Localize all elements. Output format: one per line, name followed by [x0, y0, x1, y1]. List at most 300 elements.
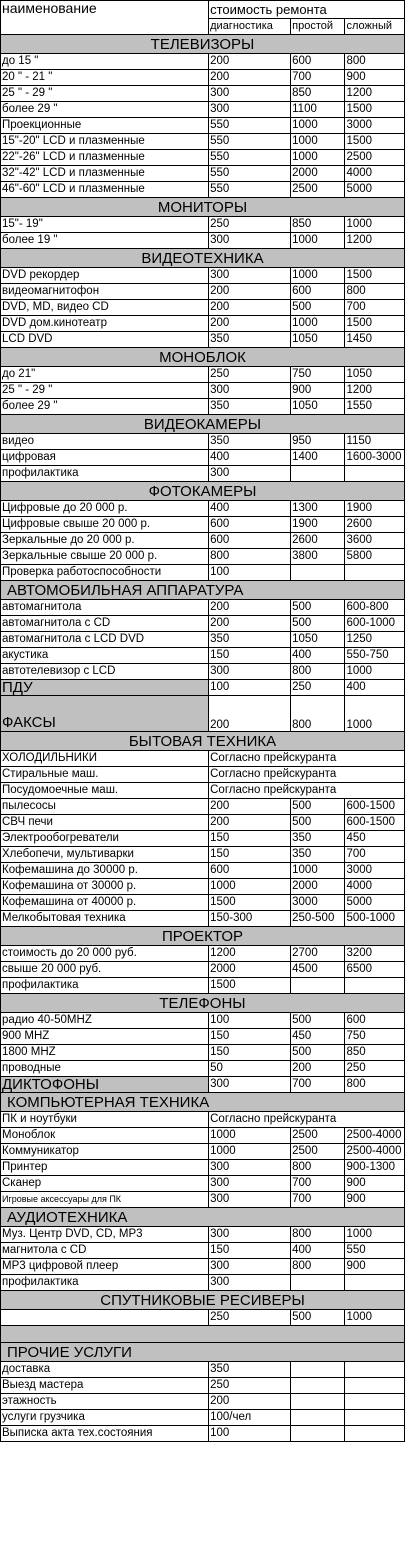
complex-price: 600-1500: [345, 815, 405, 831]
complex-price: 400: [345, 680, 405, 696]
item-name: [1, 1310, 209, 1326]
complex-price: 850: [345, 1045, 405, 1061]
diag-price: 1000: [209, 1128, 291, 1144]
service-price: 100/чел: [209, 1410, 291, 1426]
item-name: 20 " - 21 ": [1, 70, 209, 86]
simple-price: 1050: [291, 332, 345, 348]
item-name: 32"-42" LCD и плазменные: [1, 166, 209, 182]
item-name: Выезд мастера: [1, 1378, 209, 1394]
section-title: КОМПЬЮТЕРНАЯ ТЕХНИКА: [1, 1093, 405, 1112]
complex-price: 1000: [345, 664, 405, 680]
empty-cell: [345, 1426, 405, 1442]
empty-cell: [345, 1362, 405, 1378]
item-name: 46"-60" LCD и плазменные: [1, 182, 209, 198]
simple-price: 350: [291, 847, 345, 863]
empty-cell: [345, 1378, 405, 1394]
item-name: профилактика: [1, 978, 209, 994]
table-row: [1, 466, 405, 482]
simple-price: 200: [291, 1061, 345, 1077]
diag-price: 300: [209, 1192, 291, 1208]
item-name: до 15 ": [1, 54, 209, 70]
table-row: [1, 1378, 405, 1394]
table-row: [1, 102, 405, 118]
table-row: [1, 911, 405, 927]
complex-price: [345, 565, 405, 581]
simple-price: 850: [291, 86, 345, 102]
complex-price: 1250: [345, 632, 405, 648]
item-name: ПДУ: [1, 680, 209, 696]
item-name: Коммуникатор: [1, 1144, 209, 1160]
item-name: Цифровые до 20 000 р.: [1, 501, 209, 517]
table-row: [1, 1426, 405, 1442]
simple-price: 450: [291, 1029, 345, 1045]
simple-price: 1050: [291, 632, 345, 648]
pdu-row: [1, 680, 405, 696]
simple-price: 250: [291, 680, 345, 696]
diag-price: 300: [209, 1259, 291, 1275]
complex-price: 6500: [345, 962, 405, 978]
empty-cell: [291, 1394, 345, 1410]
diag-price: 1200: [209, 946, 291, 962]
complex-price: 1600-3000: [345, 450, 405, 466]
diag-price: 600: [209, 533, 291, 549]
simple-column-header: простой: [291, 19, 345, 35]
simple-price: 900: [291, 383, 345, 399]
complex-price: 900: [345, 1259, 405, 1275]
complex-price: 550-750: [345, 648, 405, 664]
diag-price: 200: [209, 696, 291, 732]
item-name: доставка: [1, 1362, 209, 1378]
table-row: [1, 549, 405, 565]
simple-price: 1100: [291, 102, 345, 118]
complex-price: [345, 466, 405, 482]
diag-price: 300: [209, 1227, 291, 1243]
simple-price: 1400: [291, 450, 345, 466]
table-row: [1, 1275, 405, 1291]
complex-price: 600-1000: [345, 616, 405, 632]
complex-price: 3600: [345, 533, 405, 549]
simple-price: 500: [291, 815, 345, 831]
table-row: [1, 517, 405, 533]
section-title: ФОТОКАМЕРЫ: [1, 482, 405, 501]
diag-price: 800: [209, 549, 291, 565]
item-name: 15"- 19": [1, 217, 209, 233]
table-row: [1, 383, 405, 399]
item-name: профилактика: [1, 466, 209, 482]
fax-row: [1, 696, 405, 732]
table-row: [1, 946, 405, 962]
empty-cell: [345, 1410, 405, 1426]
table-row: [1, 166, 405, 182]
table-row: [1, 616, 405, 632]
diag-price: 150-300: [209, 911, 291, 927]
section-header-row: [1, 249, 405, 268]
diag-price: 250: [209, 1310, 291, 1326]
section-header-row: [1, 1291, 405, 1310]
simple-price: 500: [291, 1045, 345, 1061]
simple-price: 1050: [291, 399, 345, 415]
table-row: [1, 332, 405, 348]
item-name: Кофемашина от 40000 р.: [1, 895, 209, 911]
diag-price: 300: [209, 233, 291, 249]
complex-price: 1000: [345, 1310, 405, 1326]
complex-price: 900-1300: [345, 1160, 405, 1176]
diag-price: 50: [209, 1061, 291, 1077]
table-row: [1, 767, 405, 783]
complex-price: 750: [345, 1029, 405, 1045]
price-note: Согласно прейскуранта: [209, 751, 405, 767]
diag-price: 100: [209, 565, 291, 581]
simple-price: [291, 565, 345, 581]
table-row: [1, 1045, 405, 1061]
table-row: [1, 565, 405, 581]
table-row: [1, 1259, 405, 1275]
simple-price: 2700: [291, 946, 345, 962]
simple-price: 350: [291, 831, 345, 847]
item-name: DVD рекордер: [1, 268, 209, 284]
simple-price: 800: [291, 664, 345, 680]
empty-cell: [345, 1394, 405, 1410]
simple-price: 800: [291, 1160, 345, 1176]
diag-price: 1500: [209, 978, 291, 994]
item-name: ХОЛОДИЛЬНИКИ: [1, 751, 209, 767]
diag-price: 350: [209, 399, 291, 415]
diag-price: 300: [209, 102, 291, 118]
table-row: [1, 879, 405, 895]
service-price: 200: [209, 1394, 291, 1410]
section-title: ВИДЕОКАМЕРЫ: [1, 415, 405, 434]
complex-price: 1500: [345, 316, 405, 332]
table-row: [1, 1144, 405, 1160]
item-name: СВЧ печи: [1, 815, 209, 831]
diag-price: 1000: [209, 1144, 291, 1160]
item-name: 22"-26" LCD и плазменные: [1, 150, 209, 166]
section-title: БЫТОВАЯ ТЕХНИКА: [1, 732, 405, 751]
simple-price: 1000: [291, 134, 345, 150]
complex-price: 4000: [345, 879, 405, 895]
diag-price: 300: [209, 1176, 291, 1192]
simple-price: 600: [291, 54, 345, 70]
complex-price: 1150: [345, 434, 405, 450]
item-name: автомагнитола с LCD DVD: [1, 632, 209, 648]
header-row: [1, 1, 405, 19]
section-title: ПРОЧИЕ УСЛУГИ: [1, 1343, 405, 1362]
simple-price: 1000: [291, 316, 345, 332]
item-name: ФАКСЫ: [1, 696, 209, 732]
table-row: [1, 150, 405, 166]
item-name: 15"-20" LCD и плазменные: [1, 134, 209, 150]
item-name: 25 " - 29 ": [1, 383, 209, 399]
table-row: [1, 1112, 405, 1128]
complex-price: 2500-4000: [345, 1144, 405, 1160]
diag-price: 150: [209, 1045, 291, 1061]
table-row: [1, 70, 405, 86]
item-name: автомагнитола: [1, 600, 209, 616]
diag-price: 200: [209, 284, 291, 300]
simple-price: 4500: [291, 962, 345, 978]
complex-price: 1500: [345, 268, 405, 284]
empty-cell: [291, 1378, 345, 1394]
simple-price: 1000: [291, 233, 345, 249]
spacer: [1, 1326, 405, 1343]
item-name: Хлебопечи, мультиварки: [1, 847, 209, 863]
diag-price: 200: [209, 600, 291, 616]
simple-price: [291, 978, 345, 994]
table-row: [1, 600, 405, 616]
complex-price: 600-1500: [345, 799, 405, 815]
table-row: [1, 118, 405, 134]
item-name: Проверка работоспособности: [1, 565, 209, 581]
diag-price: 150: [209, 847, 291, 863]
section-header-row: [1, 927, 405, 946]
diag-price: 300: [209, 1077, 291, 1093]
diag-price: 550: [209, 118, 291, 134]
complex-price: 1000: [345, 217, 405, 233]
complex-price: 800: [345, 284, 405, 300]
complex-price: 1200: [345, 233, 405, 249]
diag-price: 350: [209, 332, 291, 348]
diag-price: 100: [209, 680, 291, 696]
simple-price: [291, 1275, 345, 1291]
diag-price: 1000: [209, 879, 291, 895]
table-row: [1, 1013, 405, 1029]
item-name: до 21": [1, 367, 209, 383]
diag-price: 300: [209, 268, 291, 284]
complex-price: 1200: [345, 383, 405, 399]
complex-price: 2500: [345, 150, 405, 166]
name-column-header: наименование: [1, 1, 209, 35]
item-name: ДИКТОФОНЫ: [1, 1077, 209, 1093]
table-row: [1, 1192, 405, 1208]
price-table-body: [1, 1, 405, 1442]
simple-price: 800: [291, 696, 345, 732]
complex-price: 2600: [345, 517, 405, 533]
table-row: [1, 533, 405, 549]
simple-price: 400: [291, 648, 345, 664]
item-name: Сканер: [1, 1176, 209, 1192]
item-name: Зеркальные до 20 000 р.: [1, 533, 209, 549]
empty-cell: [291, 1426, 345, 1442]
simple-price: 3800: [291, 549, 345, 565]
diag-price: 200: [209, 815, 291, 831]
table-row: [1, 217, 405, 233]
simple-price: 2000: [291, 879, 345, 895]
diag-price: 300: [209, 86, 291, 102]
simple-price: 750: [291, 367, 345, 383]
item-name: Посудомоечные маш.: [1, 783, 209, 799]
complex-price: 1000: [345, 696, 405, 732]
diag-price: 550: [209, 134, 291, 150]
section-title: ВИДЕОТЕХНИКА: [1, 249, 405, 268]
section-title: АУДИОТЕХНИКА: [1, 1208, 405, 1227]
table-row: [1, 1410, 405, 1426]
table-row: [1, 316, 405, 332]
table-row: [1, 434, 405, 450]
simple-price: 850: [291, 217, 345, 233]
table-row: [1, 962, 405, 978]
complex-price: 1550: [345, 399, 405, 415]
section-header-row: [1, 415, 405, 434]
table-row: [1, 664, 405, 680]
diag-price: 150: [209, 1029, 291, 1045]
complex-column-header: сложный: [345, 19, 405, 35]
simple-price: 500: [291, 1013, 345, 1029]
diag-price: 200: [209, 300, 291, 316]
cost-column-header: стоимость ремонта: [209, 1, 405, 19]
simple-price: 250-500: [291, 911, 345, 927]
complex-price: 1500: [345, 102, 405, 118]
dictophones-row: [1, 1077, 405, 1093]
item-name: DVD дом.кинотеатр: [1, 316, 209, 332]
item-name: Моноблок: [1, 1128, 209, 1144]
item-name: услуги грузчика: [1, 1410, 209, 1426]
diag-price: 350: [209, 632, 291, 648]
simple-price: 500: [291, 616, 345, 632]
simple-price: 1000: [291, 150, 345, 166]
diag-price: 200: [209, 316, 291, 332]
diag-price: 550: [209, 166, 291, 182]
table-row: [1, 284, 405, 300]
table-row: [1, 182, 405, 198]
simple-price: 800: [291, 1259, 345, 1275]
item-name: Проекционные: [1, 118, 209, 134]
diag-price: 550: [209, 150, 291, 166]
item-name: профилактика: [1, 1275, 209, 1291]
table-row: [1, 367, 405, 383]
section-header-row: [1, 1343, 405, 1362]
table-row: [1, 815, 405, 831]
simple-price: 1000: [291, 118, 345, 134]
item-name: Стиральные маш.: [1, 767, 209, 783]
item-name: Выписка акта тех.состояния: [1, 1426, 209, 1442]
item-name: 1800 MHZ: [1, 1045, 209, 1061]
table-row: [1, 134, 405, 150]
diag-price: 200: [209, 799, 291, 815]
complex-price: 600-800: [345, 600, 405, 616]
complex-price: 600: [345, 1013, 405, 1029]
service-price: 350: [209, 1362, 291, 1378]
table-row: [1, 1394, 405, 1410]
spacer-row: [1, 1326, 405, 1343]
item-name: более 29 ": [1, 399, 209, 415]
simple-price: 700: [291, 1192, 345, 1208]
item-name: видеомагнитофон: [1, 284, 209, 300]
table-row: [1, 847, 405, 863]
simple-price: 700: [291, 1077, 345, 1093]
complex-price: 4000: [345, 166, 405, 182]
complex-price: 3000: [345, 863, 405, 879]
complex-price: 250: [345, 1061, 405, 1077]
item-name: автомагнитола с CD: [1, 616, 209, 632]
table-row: [1, 1029, 405, 1045]
diag-price: 150: [209, 648, 291, 664]
complex-price: 3200: [345, 946, 405, 962]
section-header-row: [1, 581, 405, 600]
table-row: [1, 895, 405, 911]
simple-price: 500: [291, 1310, 345, 1326]
item-name: 900 MHZ: [1, 1029, 209, 1045]
item-name: 25 " - 29 ": [1, 86, 209, 102]
diag-price: 600: [209, 863, 291, 879]
table-row: [1, 1362, 405, 1378]
section-title: АВТОМОБИЛЬНАЯ АППАРАТУРА: [1, 581, 405, 600]
diag-price: 2000: [209, 962, 291, 978]
complex-price: 5000: [345, 182, 405, 198]
complex-price: 450: [345, 831, 405, 847]
item-name: Муз. Центр DVD, CD, MP3: [1, 1227, 209, 1243]
complex-price: 900: [345, 1176, 405, 1192]
table-row: [1, 1243, 405, 1259]
table-row: [1, 268, 405, 284]
simple-price: [291, 466, 345, 482]
item-name: этажность: [1, 1394, 209, 1410]
item-name: Мелкобытовая техника: [1, 911, 209, 927]
simple-price: 2600: [291, 533, 345, 549]
table-row: [1, 783, 405, 799]
table-row: [1, 1061, 405, 1077]
section-header-row: [1, 994, 405, 1013]
complex-price: 800: [345, 1077, 405, 1093]
item-name: LCD DVD: [1, 332, 209, 348]
item-name: Принтер: [1, 1160, 209, 1176]
complex-price: 3000: [345, 118, 405, 134]
price-note: Согласно прейскуранта: [209, 767, 405, 783]
table-row: [1, 300, 405, 316]
table-row: [1, 450, 405, 466]
section-header-row: [1, 1093, 405, 1112]
item-name: стоимость до 20 000 руб.: [1, 946, 209, 962]
section-header-row: [1, 35, 405, 54]
simple-price: 500: [291, 799, 345, 815]
diag-price: 600: [209, 517, 291, 533]
table-row: [1, 648, 405, 664]
section-title: МОНИТОРЫ: [1, 198, 405, 217]
complex-price: 1000: [345, 1227, 405, 1243]
item-name: видео: [1, 434, 209, 450]
diag-column-header: диагностика: [209, 19, 291, 35]
empty-cell: [291, 1410, 345, 1426]
complex-price: 1500: [345, 134, 405, 150]
item-name: цифровая: [1, 450, 209, 466]
complex-price: 550: [345, 1243, 405, 1259]
section-header-row: [1, 198, 405, 217]
item-name: Кофемашина от 30000 р.: [1, 879, 209, 895]
simple-price: 400: [291, 1243, 345, 1259]
table-row: [1, 86, 405, 102]
item-name: более 19 ": [1, 233, 209, 249]
complex-price: [345, 1275, 405, 1291]
diag-price: 300: [209, 466, 291, 482]
diag-price: 300: [209, 1160, 291, 1176]
item-name: свыше 20 000 руб.: [1, 962, 209, 978]
simple-price: 950: [291, 434, 345, 450]
section-header-row: [1, 732, 405, 751]
item-name: Электрообогреватели: [1, 831, 209, 847]
table-row: [1, 632, 405, 648]
diag-price: 350: [209, 434, 291, 450]
service-price: 250: [209, 1378, 291, 1394]
table-row: [1, 399, 405, 415]
table-row: [1, 54, 405, 70]
item-name: MP3 цифровой плеер: [1, 1259, 209, 1275]
item-name: более 29 ": [1, 102, 209, 118]
table-row: [1, 799, 405, 815]
table-row: [1, 1160, 405, 1176]
empty-cell: [291, 1362, 345, 1378]
simple-price: 2500: [291, 1144, 345, 1160]
item-name: Цифровые свыше 20 000 р.: [1, 517, 209, 533]
simple-price: 500: [291, 600, 345, 616]
